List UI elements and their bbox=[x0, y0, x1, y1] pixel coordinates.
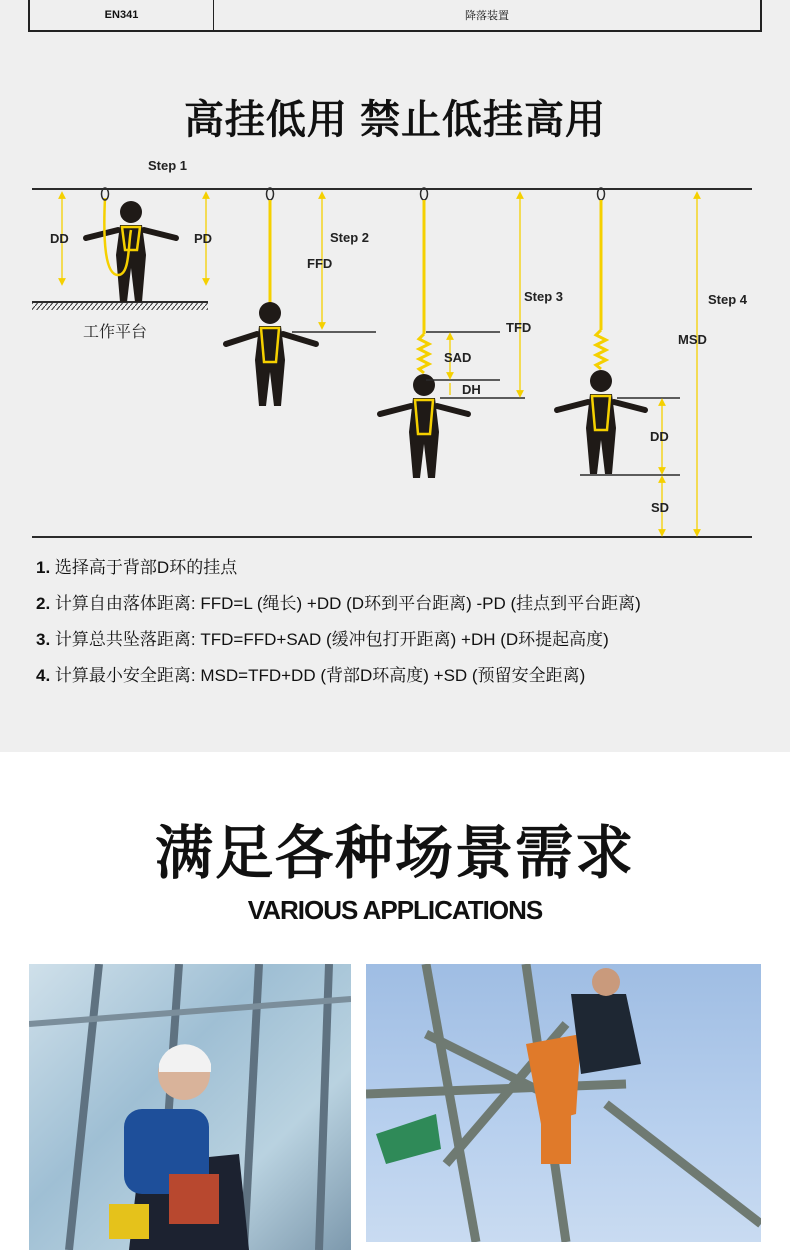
applications-title: 满足各种场景需求 bbox=[154, 821, 635, 886]
label-sad: SAD bbox=[444, 350, 472, 365]
fall-clearance-diagram bbox=[0, 150, 790, 550]
step-item-2: 2. 计算自由落体距离: FFD=L (绳长) +DD (D环到平台距离) -PD (挂点到平台距离) bbox=[36, 594, 641, 613]
standard-code: EN341 bbox=[30, 0, 214, 30]
step-item-4: 4. 计算最小安全距离: MSD=TFD+DD (背部D环高度) +SD (预留安全距离) bbox=[36, 666, 586, 685]
worker-figure-step3 bbox=[380, 374, 468, 478]
label-pd: PD bbox=[194, 231, 213, 246]
label-ffd: FFD bbox=[307, 256, 333, 271]
applications-subtitle: VARIOUS APPLICATIONS bbox=[247, 895, 543, 925]
photo-tower-climber bbox=[366, 964, 761, 1242]
label-step3: Step 3 bbox=[524, 289, 564, 304]
label-dd: DD bbox=[50, 231, 69, 246]
work-platform bbox=[32, 302, 208, 310]
label-step4: Step 4 bbox=[708, 292, 748, 307]
main-title: 高挂低用 禁止低挂高用 bbox=[183, 98, 607, 142]
photo-window-cleaner bbox=[29, 964, 351, 1250]
step-item-1: 1. 选择高于背部D环的挂点 bbox=[36, 558, 238, 577]
label-dh: DH bbox=[462, 382, 481, 397]
label-tfd: TFD bbox=[506, 320, 532, 335]
label-msd: MSD bbox=[678, 332, 707, 347]
standard-description: 降落装置 bbox=[465, 10, 509, 22]
standard-table-row bbox=[28, 0, 762, 32]
worker-figure-step2 bbox=[226, 302, 316, 406]
label-sd: SD bbox=[651, 500, 670, 515]
calculation-steps bbox=[36, 556, 641, 700]
label-step1: Step 1 bbox=[148, 158, 188, 173]
label-platform: 工作平台 bbox=[83, 324, 148, 341]
label-step2: Step 2 bbox=[330, 230, 370, 245]
label-dd-step4: DD bbox=[650, 429, 669, 444]
step-item-3: 3. 计算总共坠落距离: TFD=FFD+SAD (缓冲包打开距离) +DH (D环提起高度) bbox=[36, 630, 609, 649]
worker-figure-step1 bbox=[86, 201, 176, 302]
worker-figure-step4 bbox=[557, 370, 645, 474]
